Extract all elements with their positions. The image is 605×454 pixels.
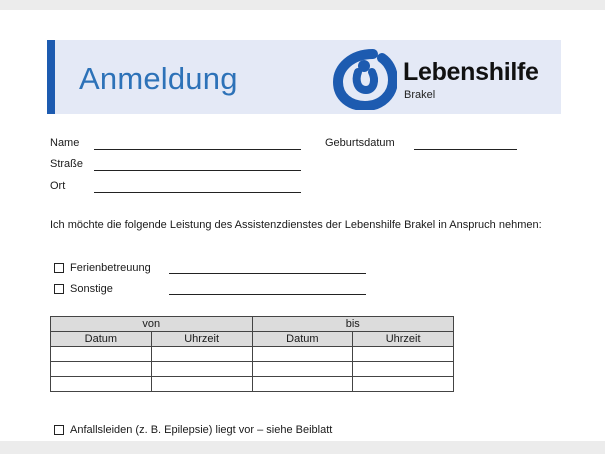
from-date-cell[interactable] [51,347,152,362]
from-time-cell[interactable] [151,377,252,392]
to-time-cell[interactable] [353,362,454,377]
table-row [51,347,454,362]
birthdate-label: Geburtsdatum [325,137,395,149]
to-date-cell[interactable] [252,362,353,377]
form-title: Anmeldung [79,61,238,96]
street-field[interactable] [94,170,301,171]
logo-location: Brakel [404,89,436,101]
to-date-header: Datum [252,332,353,347]
to-time-cell[interactable] [353,377,454,392]
from-date-cell[interactable] [51,362,152,377]
to-date-cell[interactable] [252,347,353,362]
other-checkbox[interactable] [54,284,64,294]
city-label: Ort [50,180,66,192]
table-row [51,377,454,392]
epilepsy-checkbox[interactable] [54,425,64,435]
from-date-cell[interactable] [51,377,152,392]
other-label: Sonstige [70,283,113,295]
to-time-cell[interactable] [353,347,454,362]
table-column-header [51,332,454,347]
from-header: von [51,317,253,332]
lebenshilfe-logo-icon [333,48,397,110]
header-banner [47,40,561,114]
service-statement: Ich möchte die folgende Leistung des Assistenzdienstes der Lebenshilfe Brakel in Anspruch nehmen: [50,219,542,231]
city-field[interactable] [94,192,301,193]
other-field[interactable] [169,294,366,295]
name-field[interactable] [94,149,301,150]
form-page [0,10,605,441]
birthdate-field[interactable] [414,149,517,150]
logo-name: Lebenshilfe [403,58,539,86]
holiday-care-field[interactable] [169,273,366,274]
schedule-table [50,316,454,392]
holiday-care-label: Ferienbetreuung [70,262,151,274]
from-time-cell[interactable] [151,347,252,362]
name-label: Name [50,137,80,149]
accent-bar [47,40,55,114]
epilepsy-label: Anfallsleiden (z. B. Epilepsie) liegt vor – siehe Beiblatt [70,424,333,436]
to-date-cell[interactable] [252,377,353,392]
from-time-header: Uhrzeit [151,332,252,347]
lebenshilfe-logo [333,48,561,110]
from-time-cell[interactable] [151,362,252,377]
street-label: Straße [50,158,84,170]
from-date-header: Datum [51,332,152,347]
table-group-header [51,317,454,332]
table-row [51,362,454,377]
to-header: bis [252,317,454,332]
holiday-care-checkbox[interactable] [54,263,64,273]
to-time-header: Uhrzeit [353,332,454,347]
